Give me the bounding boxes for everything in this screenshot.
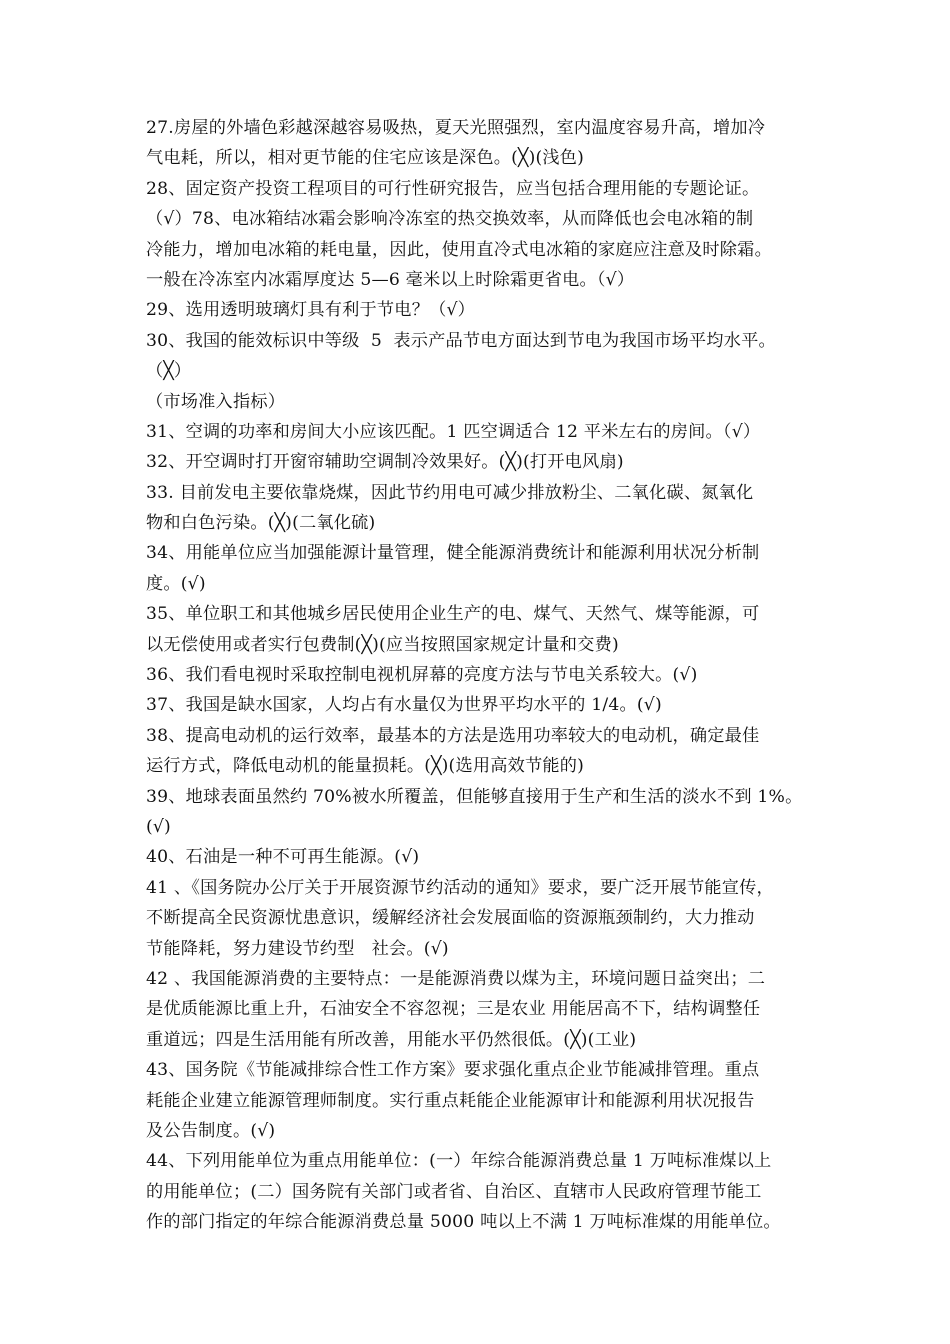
text-line: 41 、《国务院办公厅关于开展资源节约活动的通知》要求，要广泛开展节能宣传， [146,877,774,898]
document-body [146,113,826,1237]
text-line: 32、开空调时打开窗帘辅助空调制冷效果好。(╳)(打开电风扇) [146,452,624,473]
text-line: （╳） [146,361,192,382]
text-line: （√）78、电冰箱结冰霜会影响冷冻室的热交换效率，从而降低也会电冰箱的制 [146,209,754,230]
text-line: 耗能企业建立能源管理师制度。实行重点耗能企业能源审计和能源利用状况报告 [146,1090,755,1111]
text-line: 43、国务院《节能减排综合性工作方案》要求强化重点企业节能减排管理。重点 [146,1060,760,1081]
text-line: 物和白色污染。(╳)(二氧化硫) [146,513,376,534]
text-line: 37、我国是缺水国家，人均占有水量仅为世界平均水平的 1/4。(√) [146,695,662,716]
text-line: 30、我国的能效标识中等级 5 表示产品节电方面达到节电为我国市场平均水平。 [146,330,776,351]
text-line: 28、固定资产投资工程项目的可行性研究报告，应当包括合理用能的专题论证。 [146,178,760,199]
text-line: 及公告制度。(√) [146,1120,276,1141]
text-line: 36、我们看电视时采取控制电视机屏幕的亮度方法与节电关系较大。(√) [146,665,698,686]
text-line: 以无偿使用或者实行包费制(╳)(应当按照国家规定计量和交费) [146,634,619,655]
text-line: 38、提高电动机的运行效率，最基本的方法是选用功率较大的电动机，确定最佳 [146,725,760,746]
text-line: 40、石油是一种不可再生能源。(√) [146,847,420,868]
text-line: 39、地球表面虽然约 70%被水所覆盖，但能够直接用于生产和生活的淡水不到 1%。 [146,786,803,807]
text-line: （市场准入指标） [146,391,286,412]
text-line: (√) [146,816,171,837]
text-line: 34、用能单位应当加强能源计量管理，健全能源消费统计和能源利用状况分析制 [146,543,760,564]
text-line: 冷能力，增加电冰箱的耗电量，因此，使用直冷式电冰箱的家庭应注意及时除霜。 [146,239,772,260]
text-line: 33. 目前发电主要依靠烧煤，因此节约用电可减少排放粉尘、二氧化碳、氮氧化 [146,482,754,503]
text-line: 节能降耗，努力建设节约型 社会。(√) [146,938,449,959]
text-line: 不断提高全民资源忧患意识，缓解经济社会发展面临的资源瓶颈制约，大力推动 [146,908,755,929]
text-line: 运行方式，降低电动机的能量损耗。(╳)(选用高效节能的) [146,756,585,777]
text-line: 29、选用透明玻璃灯具有利于节电？（√） [146,300,476,321]
text-line: 27.房屋的外墙色彩越深越容易吸热，夏天光照强烈，室内温度容易升高，增加冷 [146,118,766,138]
text-line: 气电耗，所以，相对更节能的住宅应该是深色。(╳)(浅色) [146,148,585,169]
text-line: 是优质能源比重上升，石油安全不容忽视；三是农业 用能居高不下，结构调整任 [146,999,761,1020]
text-line: 44、下列用能单位为重点用能单位：(一）年综合能源消费总量 1 万吨标准煤以上 [146,1151,772,1172]
text-line: 度。(√) [146,573,206,594]
text-line: 35、单位职工和其他城乡居民使用企业生产的电、煤气、天然气、煤等能源，可 [146,604,760,625]
text-line: 重道远；四是生活用能有所改善，用能水平仍然很低。(╳)(工业) [146,1029,637,1050]
text-line: 的用能单位；(二）国务院有关部门或者省、自治区、直辖市人民政府管理节能工 [146,1181,762,1202]
text-line: 一般在冷冻室内冰霜厚度达 5—6 毫米以上时除霜更省电。（√） [146,269,635,290]
text-line: 作的部门指定的年综合能源消费总量 5000 吨以上不满 1 万吨标准煤的用能单位。 [146,1212,781,1233]
text-line: 42 、我国能源消费的主要特点：一是能源消费以煤为主，环境问题日益突出；二 [146,968,766,989]
text-line: 31、空调的功率和房间大小应该匹配。1 匹空调适合 12 平米左右的房间。（√） [146,421,761,442]
